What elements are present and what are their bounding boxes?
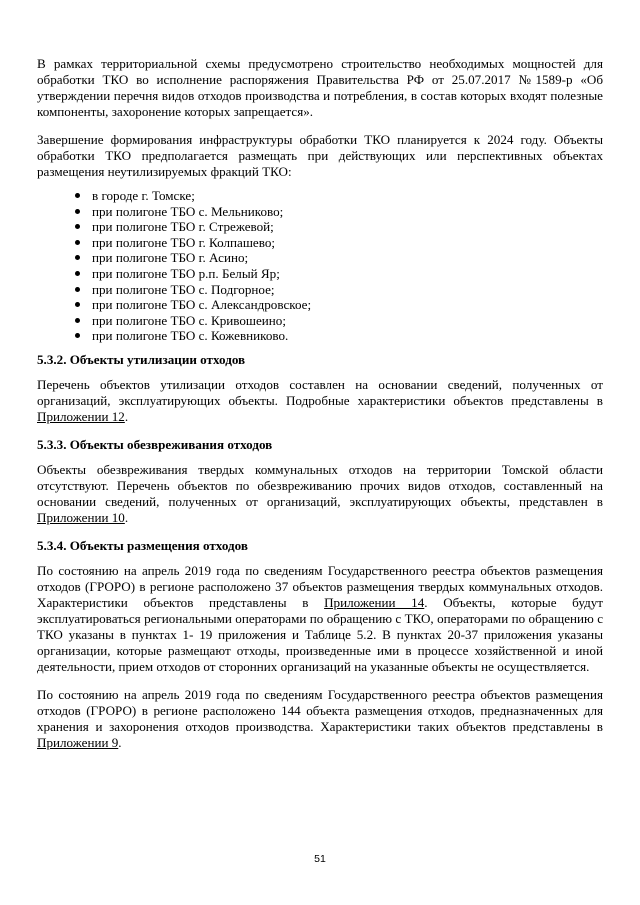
paragraph-end: .: [124, 509, 129, 525]
list-item: [75, 250, 603, 266]
list-item: [75, 204, 603, 220]
bullet-icon: [75, 287, 80, 292]
list-item-text: при полигоне ТБО с. Мельниково;: [92, 203, 284, 219]
section-heading-placement: 5.3.4. Объекты размещения отходов: [37, 537, 248, 553]
page-number: 51: [314, 853, 326, 865]
bullet-icon: [75, 193, 80, 198]
paragraph-completion-plan: [37, 132, 603, 180]
list-item-text: при полигоне ТБО с. Кривошеино;: [92, 312, 286, 328]
bullet-icon: [75, 302, 80, 307]
bullet-icon: [75, 240, 80, 245]
paragraph-text: По состоянию на апрель 2019 года по сведениям Государственного реестра объектов размещения отходов (ГРОРО) в регионе расположено 144 объекта размещения отходов, предназначенных для хранения и захоронения отходов производства. Характеристики таких объектов представлены в: [37, 686, 603, 734]
list-item: [75, 219, 603, 235]
list-item: [75, 328, 603, 344]
list-item-text: при полигоне ТБО г. Стрежевой;: [92, 219, 274, 235]
list-item: [75, 235, 603, 251]
list-item: [75, 313, 603, 329]
list-item-text: в городе г. Томске;: [92, 188, 195, 203]
section-heading-neutralization: 5.3.3. Объекты обезвреживания отходов: [37, 436, 273, 452]
paragraph-text: По состоянию на апрель 2019 года по сведениям Государственного реестра объектов размещения отходов (ГРОРО) в регионе расположено 37 объектов размещения твердых коммунальных отходов. Характеристики объектов представлены в: [37, 562, 603, 610]
list-item-text: при полигоне ТБО с. Александровское;: [92, 297, 312, 313]
list-item-text: при полигоне ТБО г. Колпашево;: [92, 234, 276, 250]
paragraph-end: .: [124, 408, 129, 424]
appendix-12-link[interactable]: Приложении 12: [37, 408, 125, 424]
appendix-9-link[interactable]: Приложении 9: [37, 734, 119, 750]
paragraph-text: Перечень объектов утилизации отходов составлен на основании сведений, полученных от организаций, эксплуатирующих объекты. Подробные характеристики объектов представлены в: [37, 376, 603, 408]
list-item: [75, 266, 603, 282]
appendix-14-link[interactable]: Приложении 14: [324, 594, 425, 610]
document-page: [37, 56, 603, 763]
paragraph-text: В рамках территориальной схемы предусмотрено строительство необходимых мощностей для обработки ТКО во исполнение распоряжения Правительства РФ от 25.07.2017 №1589-р «Об утверждении перечня видов отходов производства и потребления, в состав которых входят полезные компоненты, захоронение которых запрещается».: [37, 56, 603, 119]
paragraph-infrastructure-construction: [37, 56, 603, 120]
paragraph-end: .: [118, 734, 122, 750]
bullet-icon: [75, 318, 80, 323]
paragraph-text: . Объекты, которые будут эксплуатироваться региональными операторами по обращению с ТКО, операторами по обращению с ТКО указаны в пунктах 1- 19 приложения и Таблице 5.2. В пунктах 20-37 приложения указаны организации, которые размещают отходы, произведенные ими в процессе хозяйственной и иной деятельности, прием отходов от сторонних организаций на указанные объекты не осуществляется.: [37, 594, 603, 674]
list-item: [75, 297, 603, 313]
bullet-icon: [75, 271, 80, 276]
list-item-text: при полигоне ТБО г. Асино;: [92, 250, 249, 266]
list-item: [75, 188, 603, 204]
bullet-icon: [75, 224, 80, 229]
paragraph-text: Завершение формирования инфраструктуры обработки ТКО планируется к 2024 году. Объекты обработки ТКО предполагается размещать при действующих или перспективных объектах размещения неутилизируемых фракций ТКО:: [37, 132, 603, 179]
paragraph-utilization: [37, 377, 603, 425]
list-item: [75, 282, 603, 298]
paragraph-text: Объекты обезвреживания твердых коммунальных отходов на территории Томской области отсутствуют. Перечень объектов по обезвреживанию прочих видов отходов, составленный на основании сведений, полученных от организаций, эксплуатирующих объекты, представлен в: [37, 461, 603, 509]
paragraph-placement-production: [37, 687, 603, 751]
paragraph-placement-tko: [37, 563, 603, 675]
list-item-text: при полигоне ТБО с. Кожевниково.: [92, 328, 289, 344]
paragraph-neutralization: [37, 462, 603, 526]
bullet-icon: [75, 209, 80, 214]
bullet-icon: [75, 333, 80, 338]
bullet-icon: [75, 255, 80, 260]
list-item-text: при полигоне ТБО с. Подгорное;: [92, 281, 275, 297]
bullet-list-locations: [37, 188, 603, 344]
section-heading-utilization: 5.3.2. Объекты утилизации отходов: [37, 351, 246, 367]
list-item-text: при полигоне ТБО р.п. Белый Яр;: [92, 265, 280, 281]
appendix-10-link[interactable]: Приложении 10: [37, 509, 125, 525]
